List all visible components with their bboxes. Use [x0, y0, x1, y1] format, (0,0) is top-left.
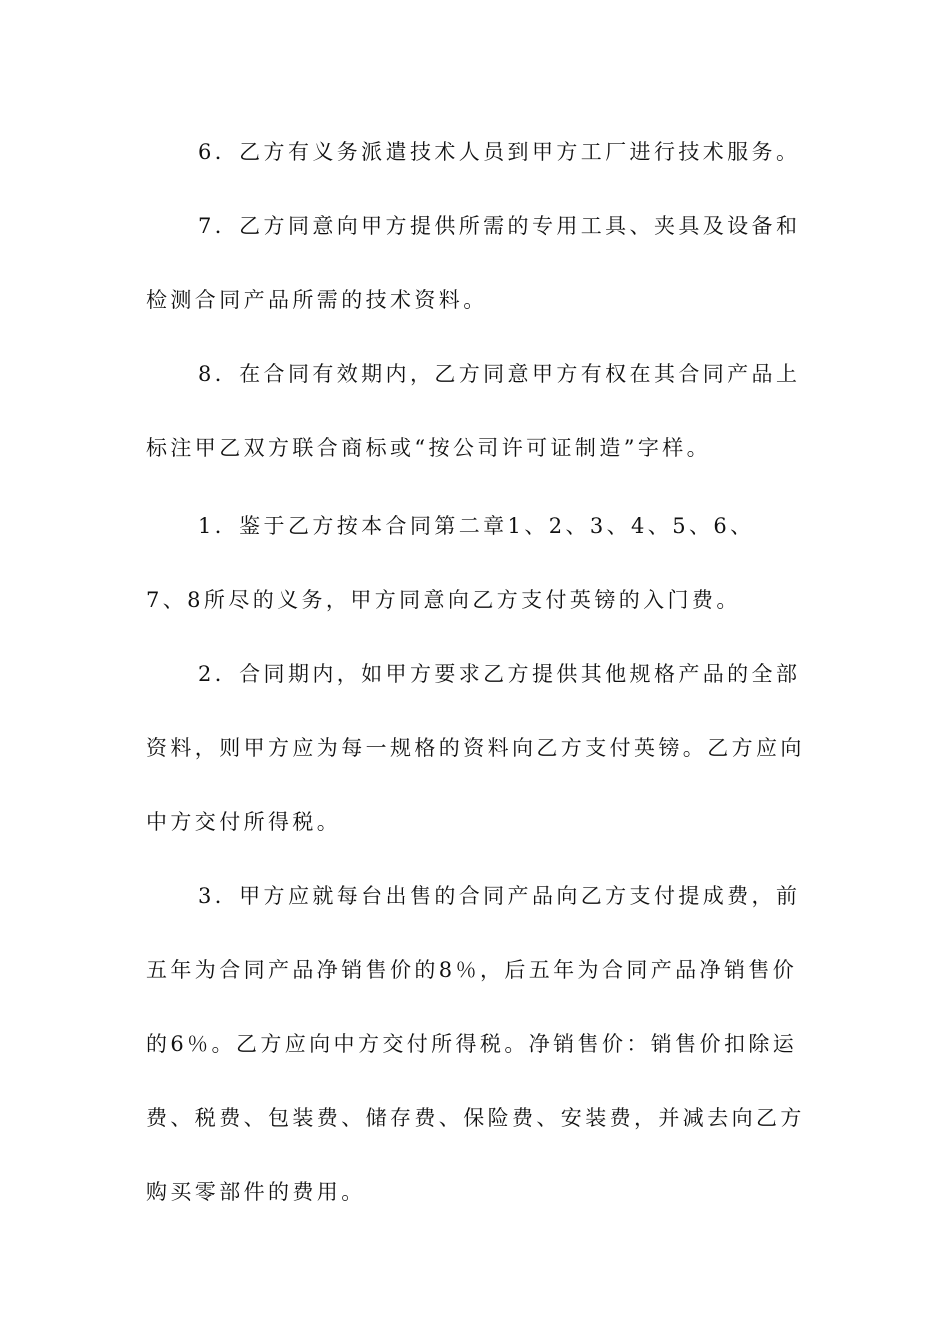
payment-3-line-4: 费、税费、包装费、储存费、保险费、安装费，并减去向乙方: [146, 1106, 805, 1130]
clause-7-line-1: 7．乙方同意向甲方提供所需的专用工具、夹具及设备和: [198, 214, 801, 238]
clause-6-line-1: 6．乙方有义务派遣技术人员到甲方工厂进行技术服务。: [198, 140, 801, 164]
payment-2-line-1: 2．合同期内，如甲方要求乙方提供其他规格产品的全部: [198, 662, 801, 686]
payment-3-line-3: 的6％。乙方应向中方交付所得税。净销售价：销售价扣除运: [146, 1032, 798, 1056]
payment-3-line-5: 购买零部件的费用。: [146, 1180, 366, 1204]
payment-1-line-2: 7、8所尽的义务，甲方同意向乙方支付英镑的入门费。: [146, 588, 741, 612]
payment-3-line-2: 五年为合同产品净销售价的8％，后五年为合同产品净销售价: [146, 958, 798, 982]
payment-3-line-1: 3．甲方应就每台出售的合同产品向乙方支付提成费，前: [198, 884, 801, 908]
clause-7-line-2: 检测合同产品所需的技术资料。: [146, 288, 488, 312]
clause-8-line-2: 标注甲乙双方联合商标或“按公司许可证制造”字样。: [146, 436, 712, 460]
payment-2-line-2: 资料，则甲方应为每一规格的资料向乙方支付英镑。乙方应向: [146, 736, 805, 760]
payment-2-line-3: 中方交付所得税。: [146, 810, 342, 834]
clause-8-line-1: 8．在合同有效期内，乙方同意甲方有权在其合同产品上: [198, 362, 801, 386]
payment-1-line-1: 1．鉴于乙方按本合同第二章1、2、3、4、5、6、: [198, 514, 755, 538]
